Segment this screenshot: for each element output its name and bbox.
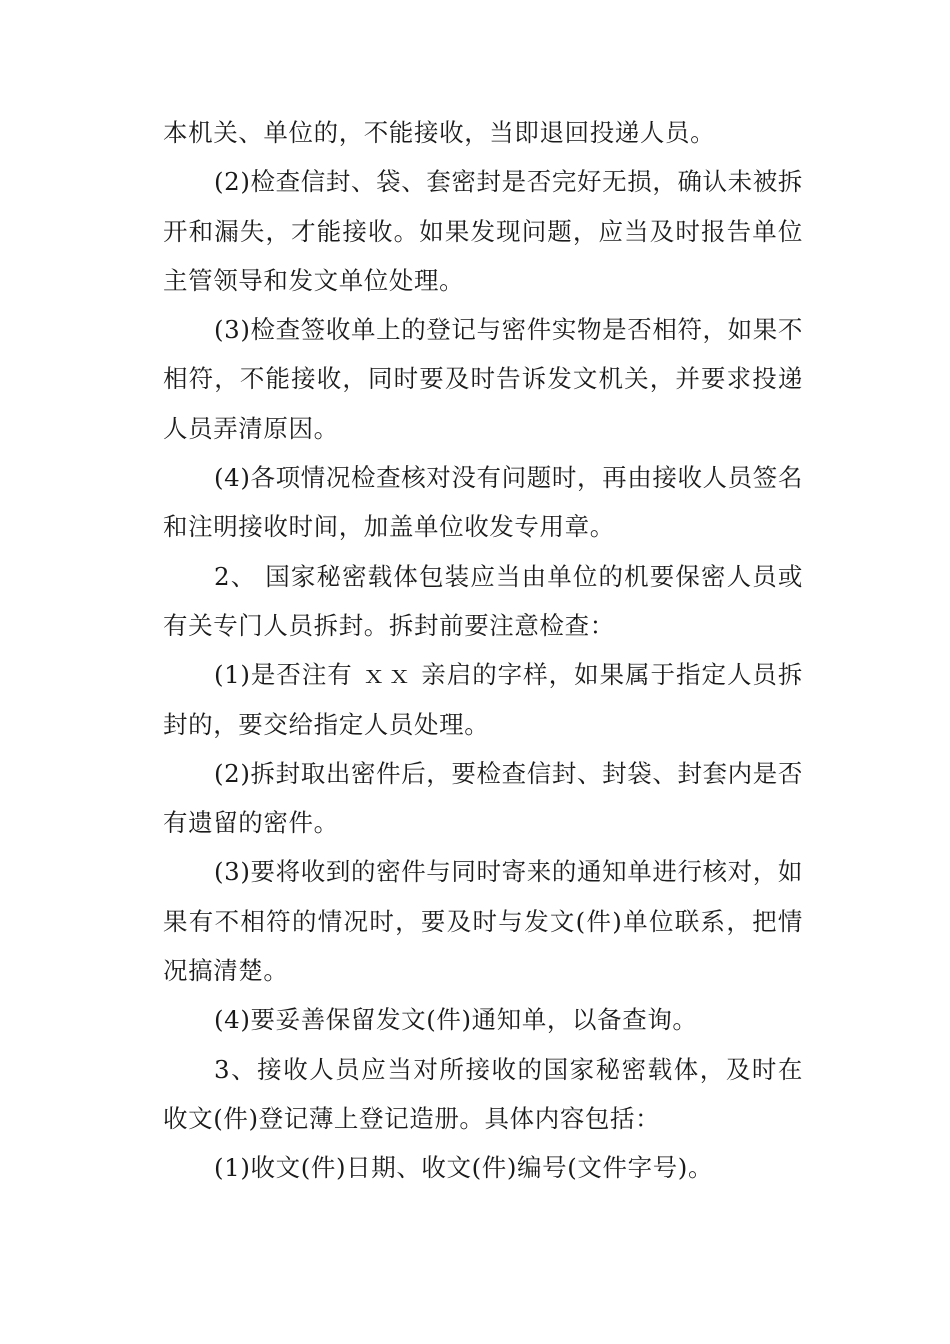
paragraph: 3、接收人员应当对所接收的国家秘密载体，及时在收文(件)登记薄上登记造册。具体内容包括： <box>163 1054 803 1133</box>
paragraph: 2、 国家秘密载体包装应当由单位的机要保密人员或有关专门人员拆封。拆封前要注意检查： <box>163 561 803 640</box>
paragraph: 本机关、单位的，不能接收，当即退回投递人员。 <box>163 118 716 147</box>
paragraph: (1)是否注有 ｘｘ 亲启的字样，如果属于指定人员拆封的，要交给指定人员处理。 <box>163 660 803 739</box>
paragraph: (2)拆封取出密件后，要检查信封、封袋、封套内是否有遗留的密件。 <box>163 758 803 838</box>
document-body <box>163 108 803 1193</box>
paragraph: (4)各项情况检查核对没有问题时，再由接收人员签名和注明接收时间，加盖单位收发专用章。 <box>163 463 803 542</box>
paragraph: (3)检查签收单上的登记与密件实物是否相符，如果不相符，不能接收，同时要及时告诉发文机关，并要求投递人员弄清原因。 <box>163 315 803 443</box>
paragraph: (4)要妥善保留发文(件)通知单，以备查询。 <box>214 1005 698 1035</box>
paragraph: (2)检查信封、袋、套密封是否完好无损，确认未被拆开和漏失，才能接收。如果发现问题，应当及时报告单位主管领导和发文单位处理。 <box>163 167 803 295</box>
paragraph: (1)收文(件)日期、收文(件)编号(文件字号)。 <box>214 1153 714 1183</box>
paragraph: (3)要将收到的密件与同时寄来的通知单进行核对，如果有不相符的情况时，要及时与发文(件)单位联系，把情况搞清楚。 <box>163 857 803 986</box>
